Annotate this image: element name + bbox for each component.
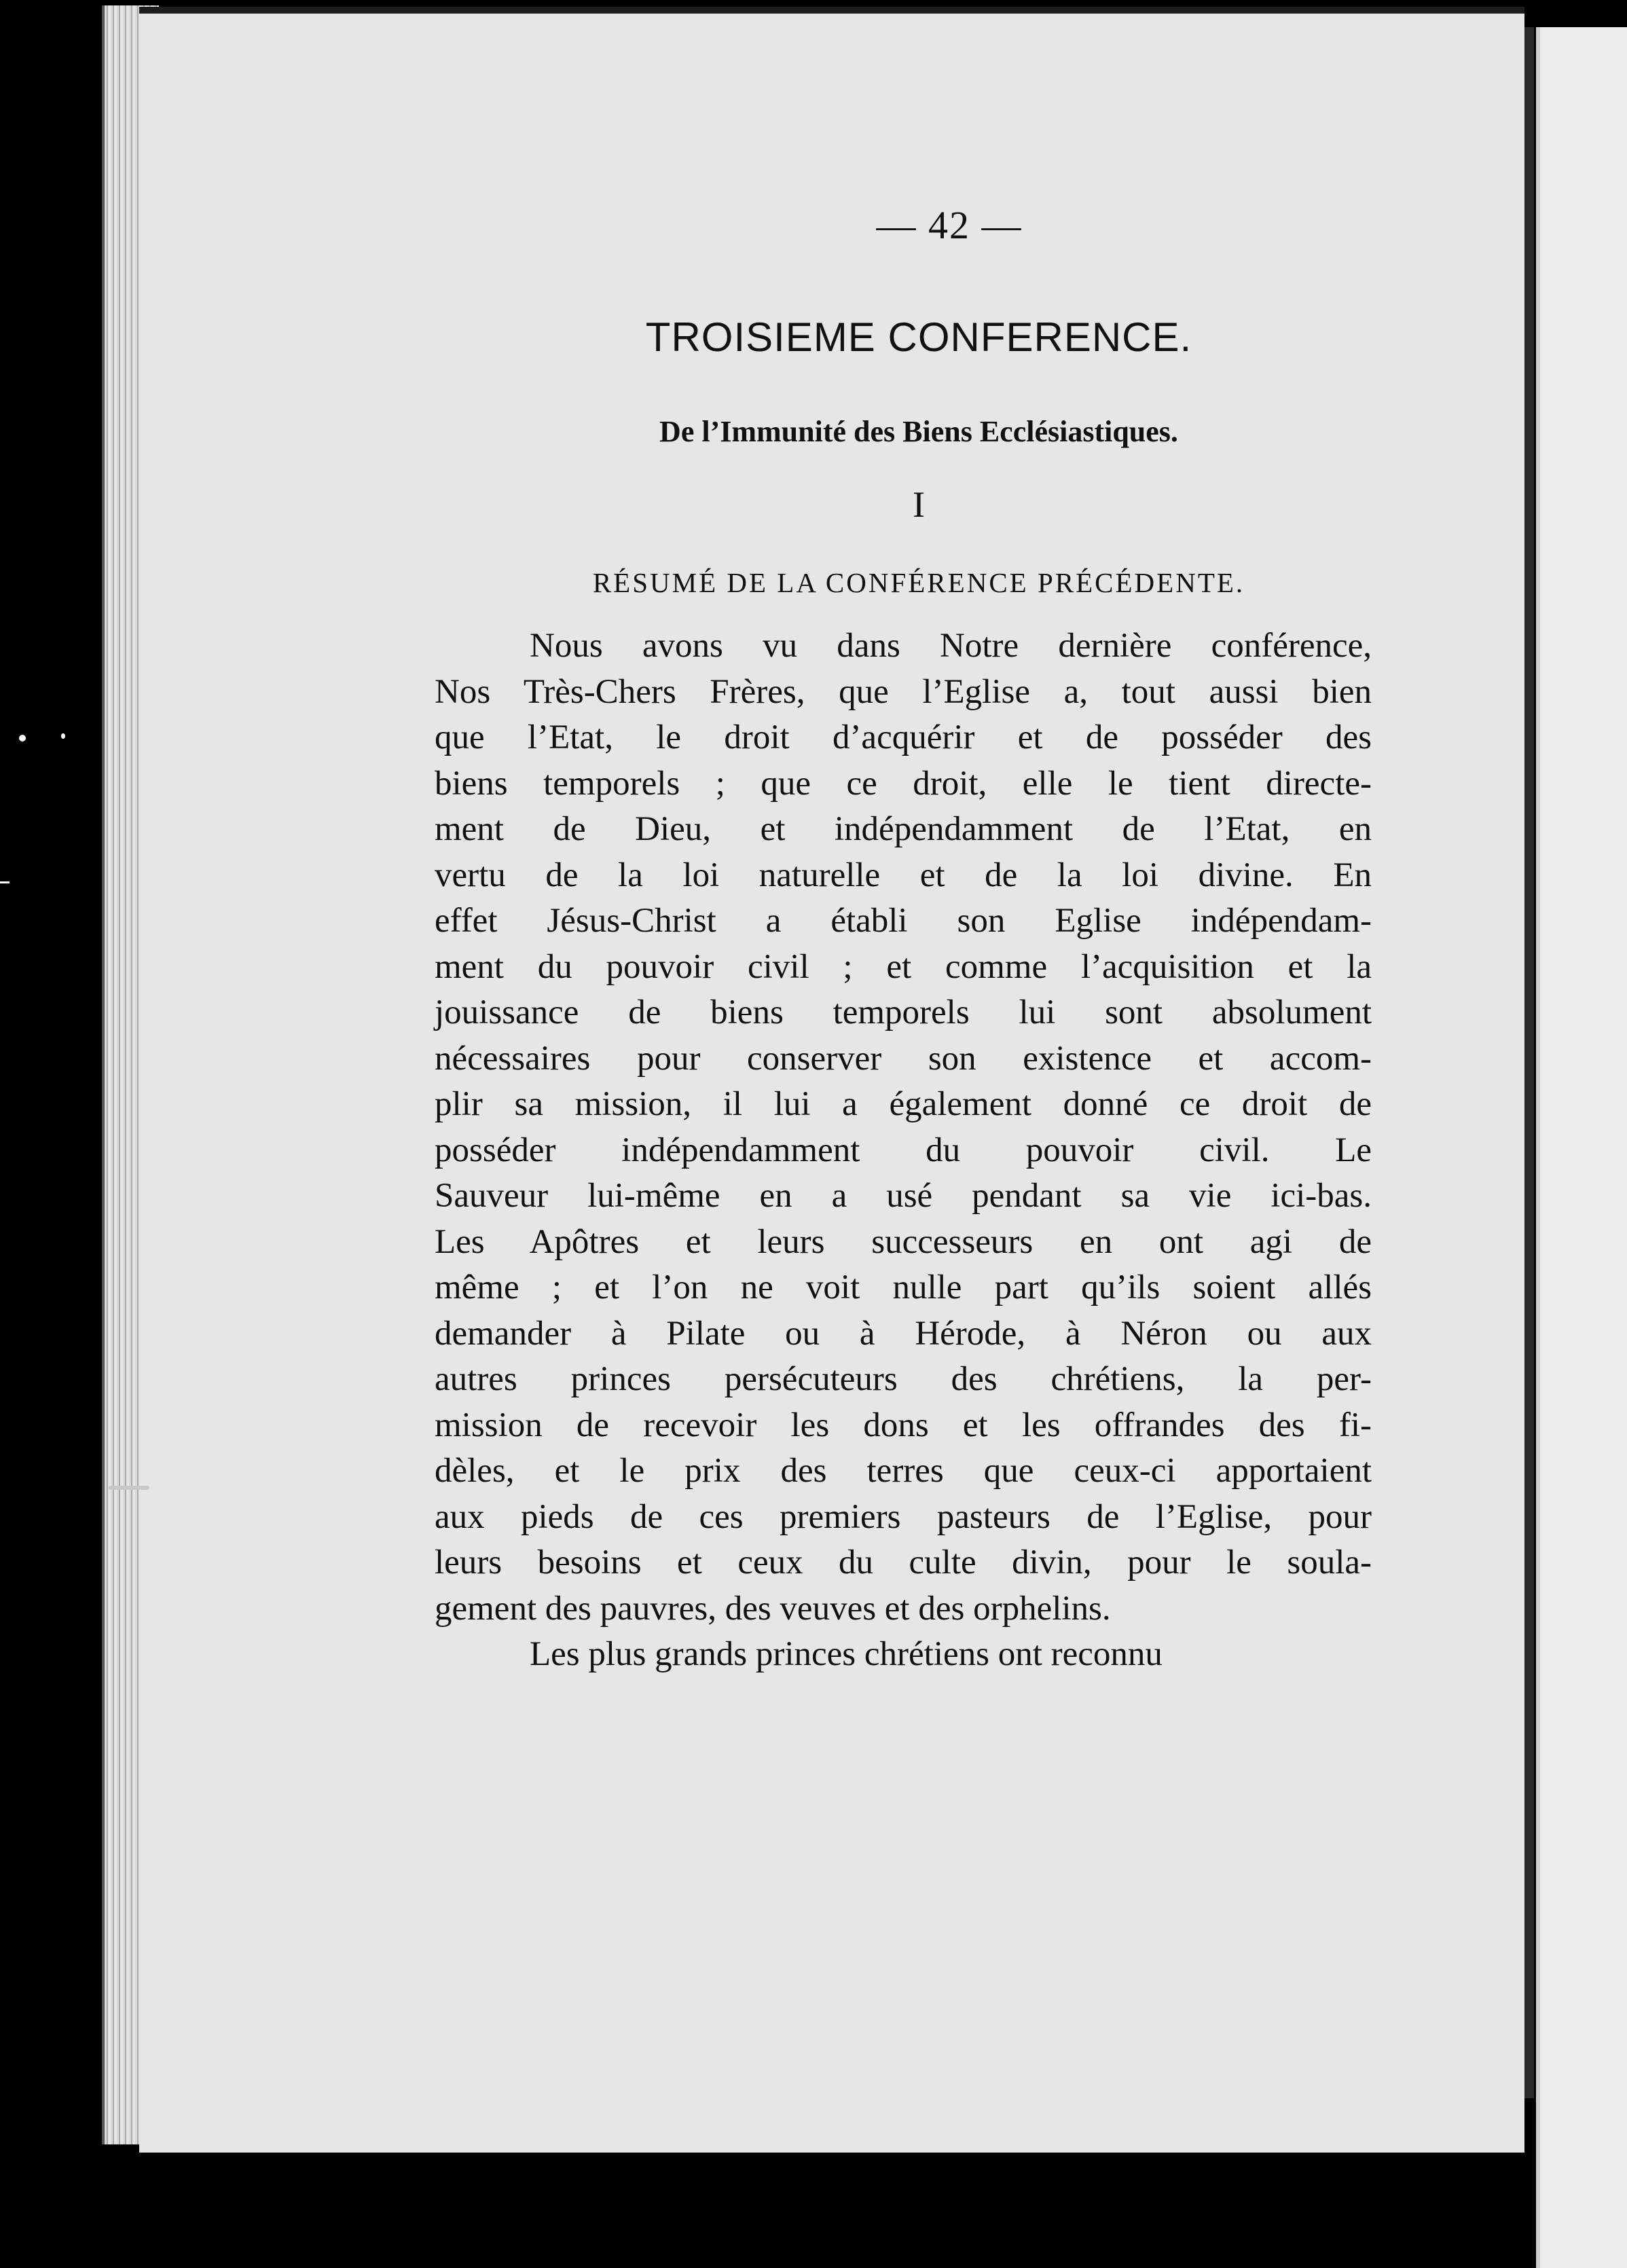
chapter-subtitle: De l’Immunité des Biens Ecclésiastiques.	[659, 415, 1178, 448]
scan-speck	[109, 1486, 149, 1490]
text-line: autres princes persécuteurs des chrétiens, la per-	[435, 1360, 1372, 1398]
facing-page	[1536, 27, 1627, 2268]
text-line: mission de recevoir les dons et les offrandes des fi-	[435, 1406, 1372, 1444]
text-line: Les Apôtres et leurs successeurs en ont agi de	[435, 1222, 1372, 1261]
text-line: Les plus grands princes chrétiens ont reconnu	[530, 1635, 1163, 1673]
conference-title: TROISIEME CONFERENCE.	[645, 314, 1192, 360]
text-line: plir sa mission, il lui a également donné ce droit de	[435, 1085, 1372, 1123]
text-line: posséder indépendamment du pouvoir civil. Le	[435, 1131, 1372, 1169]
body-text	[435, 623, 1372, 1678]
text-line: même ; et l’on ne voit nulle part qu’ils soient allés	[435, 1268, 1372, 1306]
text-line: demander à Pilate ou à Hérode, à Néron ou aux	[435, 1314, 1372, 1353]
text-line: ment du pouvoir civil ; et comme l’acquisition et la	[435, 947, 1372, 986]
scan-speck	[0, 881, 10, 883]
scan-speck	[19, 735, 26, 742]
page-number: — 42 —	[876, 203, 1023, 247]
section-numeral: I	[913, 484, 925, 525]
section-heading: RÉSUMÉ DE LA CONFÉRENCE PRÉCÉDENTE.	[592, 567, 1245, 598]
text-line: Nos Très-Chers Frères, que l’Eglise a, tout aussi bien	[435, 672, 1372, 711]
text-line: jouissance de biens temporels lui sont absolument	[435, 993, 1372, 1031]
paragraph-1	[435, 623, 1372, 1632]
paragraph-2	[435, 1632, 1372, 1678]
text-line: vertu de la loi naturelle et de la loi divine. En	[435, 856, 1372, 894]
text-line: biens temporels ; que ce droit, elle le tient directe-	[435, 764, 1372, 803]
text-line: gement des pauvres, des veuves et des orphelins.	[435, 1589, 1111, 1628]
text-line: Sauveur lui-même en a usé pendant sa vie ici-bas.	[435, 1177, 1372, 1215]
text-line: dèles, et le prix des terres que ceux-ci apportaient	[435, 1452, 1372, 1490]
text-line: que l’Etat, le droit d’acquérir et de posséder des	[435, 718, 1372, 756]
text-line: effet Jésus-Christ a établi son Eglise indépendam-	[435, 902, 1372, 940]
text-line: Nous avons vu dans Notre dernière conférence,	[530, 627, 1372, 665]
text-line: nécessaires pour conserver son existence et accom-	[435, 1039, 1372, 1078]
text-line: aux pieds de ces premiers pasteurs de l’Eglise, pour	[435, 1497, 1372, 1536]
scan-speck	[61, 733, 65, 739]
text-line: ment de Dieu, et indépendamment de l’Etat, en	[435, 810, 1372, 848]
text-line: leurs besoins et ceux du culte divin, pour le soula-	[435, 1543, 1372, 1581]
